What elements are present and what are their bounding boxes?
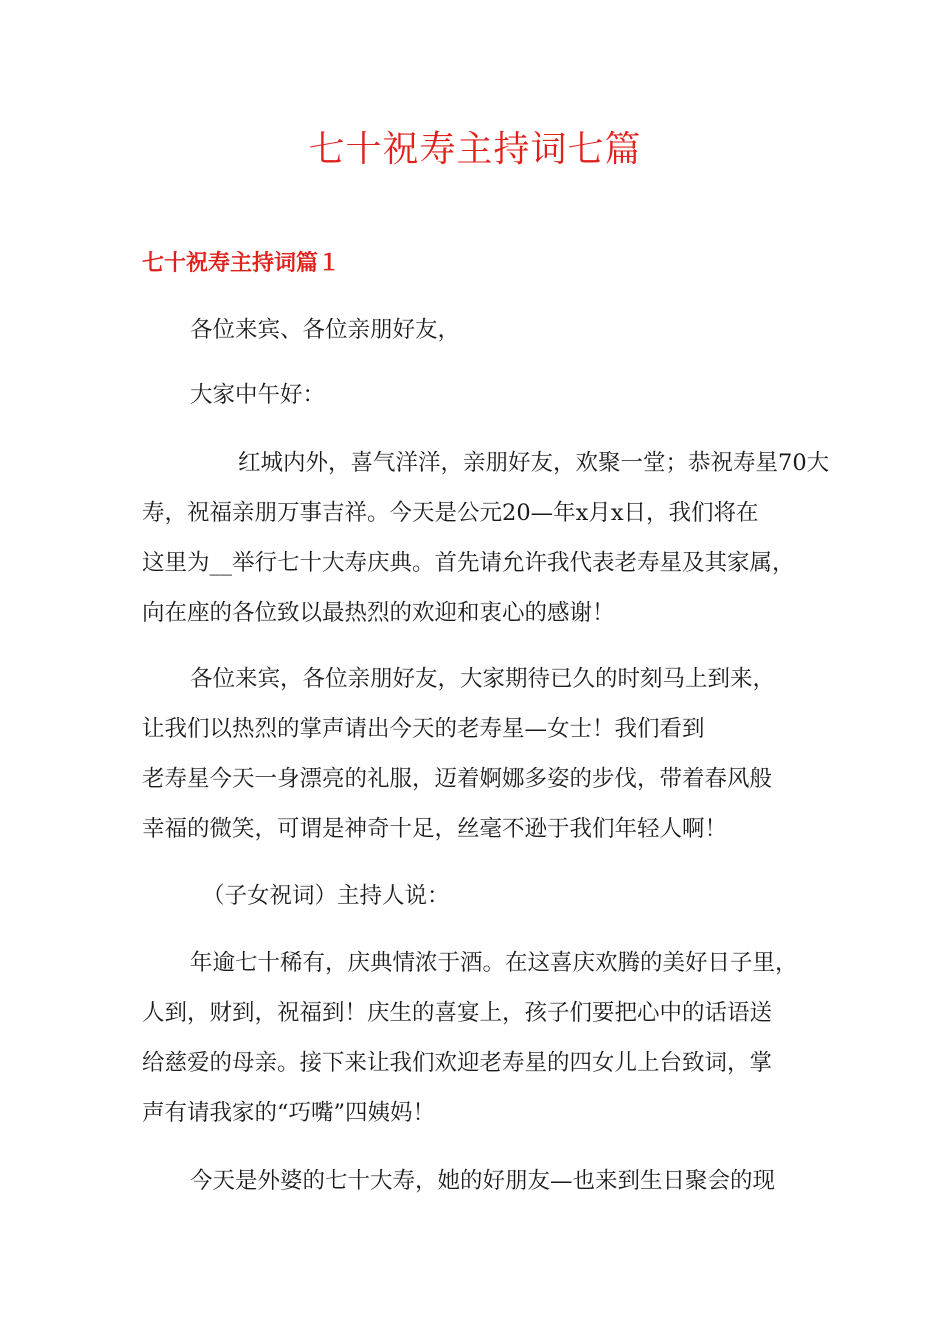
text-line: 寿，祝福亲朋万事吉祥。今天是公元20—年x月x日，我们将在 [142, 500, 759, 526]
paragraph-children-blessing [142, 938, 812, 1138]
paragraph-grandmother: 今天是外婆的七十大寿，她的好朋友—也来到生日聚会的现 [190, 1168, 776, 1194]
text-line: 这里为__举行七十大寿庆典。首先请允许我代表老寿星及其家属， [142, 550, 795, 576]
paragraph-introduction [142, 654, 812, 854]
text-line: 各位来宾，各位亲朋好友，大家期待已久的时刻马上到来， [190, 666, 776, 692]
text-line: 老寿星今天一身漂亮的礼服，迈着婀娜多姿的步伐，带着春风般 [142, 766, 773, 792]
text-line: 红城内外，喜气洋洋，亲朋好友，欢聚一堂；恭祝寿星70大 [238, 450, 830, 476]
document-title: 七十祝寿主持词七篇 [308, 129, 642, 170]
paragraph-greeting: 各位来宾、各位亲朋好友， [190, 317, 461, 343]
text-line: 向在座的各位致以最热烈的欢迎和衷心的感谢！ [142, 600, 615, 626]
text-line: 声有请我家的“巧嘴”四姨妈！ [142, 1100, 436, 1126]
text-line: 让我们以热烈的掌声请出今天的老寿星—女士！我们看到 [142, 716, 705, 742]
text-line: 幸福的微笑，可谓是神奇十足，丝毫不逊于我们年轻人啊！ [142, 816, 728, 842]
paragraph-host-cue: （子女祝词）主持人说： [202, 883, 450, 909]
section-heading: 七十祝寿主持词篇１ [142, 251, 341, 276]
paragraph-opening [142, 438, 830, 638]
text-line: 年逾七十稀有，庆典情浓于酒。在这喜庆欢腾的美好日子里， [190, 950, 798, 976]
paragraph-salutation: 大家中午好： [190, 382, 326, 408]
text-line: 人到，财到，祝福到！庆生的喜宴上，孩子们要把心中的话语送 [142, 1000, 773, 1026]
text-line: 给慈爱的母亲。接下来让我们欢迎老寿星的四女儿上台致词，掌 [142, 1050, 773, 1076]
